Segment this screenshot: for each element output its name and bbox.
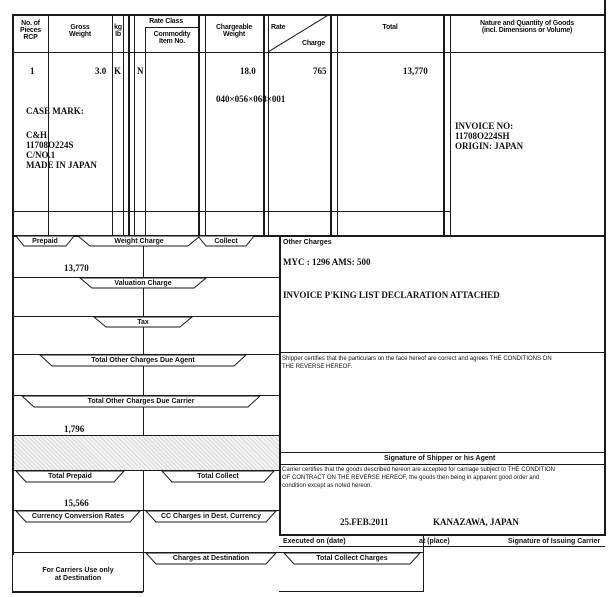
header-pieces: No. of Pieces RCP (20, 20, 41, 41)
tab-total-other-carrier: Total Other Charges Due Carrier (87, 398, 195, 405)
carrier-cert-line2: OF CONTRACT ON THE REVERSE HEREOF, the goods then being in apparent good order and (282, 475, 540, 481)
carriers-use-label: For Carriers Use only at Destination (42, 567, 114, 583)
at-place-label: at (place) (419, 538, 450, 545)
header-kg-lb: kg lb (114, 24, 122, 38)
carrier-prepaid-value: 1,796 (64, 424, 85, 434)
header-nature: Nature and Quantity of Goods (incl. Dimensions or Volume) (480, 20, 574, 34)
tab-tax: Tax (137, 318, 149, 326)
other-charges-line2: INVOICE P'KING LIST DECLARATION ATTACHED (283, 290, 500, 300)
tab-weight-charge: Weight Charge (114, 237, 164, 245)
header-gross-weight: Gross Weight (68, 24, 91, 38)
header-charge: Charge (302, 40, 325, 47)
header-rate-class: Rate Class (149, 18, 183, 25)
header-rate: Rate (271, 24, 286, 31)
row-rate-class: N (137, 66, 144, 76)
row-gross-weight: 3.0 (95, 66, 107, 76)
tab-total-collect-charges: Total Collect Charges (316, 555, 388, 562)
tab-total-prepaid: Total Prepaid (48, 473, 92, 480)
tab-collect: Collect (214, 237, 238, 245)
tab-cc-charges: CC Charges in Dest. Currency (161, 513, 261, 520)
row-total: 13,770 (403, 66, 428, 76)
carrier-place: KANAZAWA, JAPAN (433, 517, 519, 527)
row-chargeable-weight: 18.0 (240, 66, 256, 76)
tab-valuation-charge: Valuation Charge (114, 279, 172, 287)
case-mark-line4: MADE IN JAPAN (26, 160, 97, 170)
row-rate: 765 (313, 66, 327, 76)
shipper-cert-line1: Shipper certifies that the particulars on the face hereof are correct and agrees THE CONDITIONS ON (282, 356, 552, 362)
row-dimensions: 040×056×068×001 (216, 94, 286, 104)
executed-on-label: Executed on (date) (283, 538, 346, 545)
tab-total-other-agent: Total Other Charges Due Agent (91, 357, 195, 364)
total-prepaid-value: 15,566 (64, 498, 89, 508)
tab-total-collect: Total Collect (197, 473, 239, 480)
carrier-date: 25.FEB.2011 (340, 517, 389, 527)
tab-currency-rates: Currency Conversion Rates (31, 513, 125, 520)
carrier-cert-line1: Carrier certifies that the goods described hereon are accepted for carriage subject to THE CONDITION (282, 467, 556, 473)
case-mark-line3: C/NO.1 (26, 150, 56, 160)
carrier-signature-label: Signature of Issuing Carrier (508, 538, 601, 545)
weight-prepaid-value: 13,770 (64, 263, 89, 273)
case-mark-line1: C&H (26, 130, 47, 140)
invoice-line1: INVOICE NO: (455, 121, 514, 131)
header-chargeable-weight: Chargeable Weight (215, 24, 253, 38)
header-total: Total (382, 24, 398, 31)
shipper-cert-line2: THE REVERSE HEREOF. (282, 364, 353, 370)
tab-prepaid: Prepaid (32, 237, 58, 245)
case-mark-line2: 11708O224S (26, 140, 74, 150)
case-mark-title: CASE MARK: (26, 106, 84, 116)
row-pieces: 1 (30, 66, 35, 76)
other-charges-line1: MYC : 1296 AMS: 500 (283, 257, 371, 267)
invoice-line2: 11708O224SH (455, 131, 510, 141)
invoice-line3: ORIGIN: JAPAN (455, 141, 524, 151)
other-charges-title: Other Charges (283, 239, 332, 246)
row-unit: K (114, 66, 122, 76)
tab-charges-destination: Charges at Destination (172, 555, 250, 562)
shipper-signature-label: Signature of Shipper or his Agent (384, 455, 496, 462)
header-commodity: Commodity Item No. (153, 31, 191, 45)
carrier-cert-line3: condition except as noted hereon. (282, 483, 373, 489)
